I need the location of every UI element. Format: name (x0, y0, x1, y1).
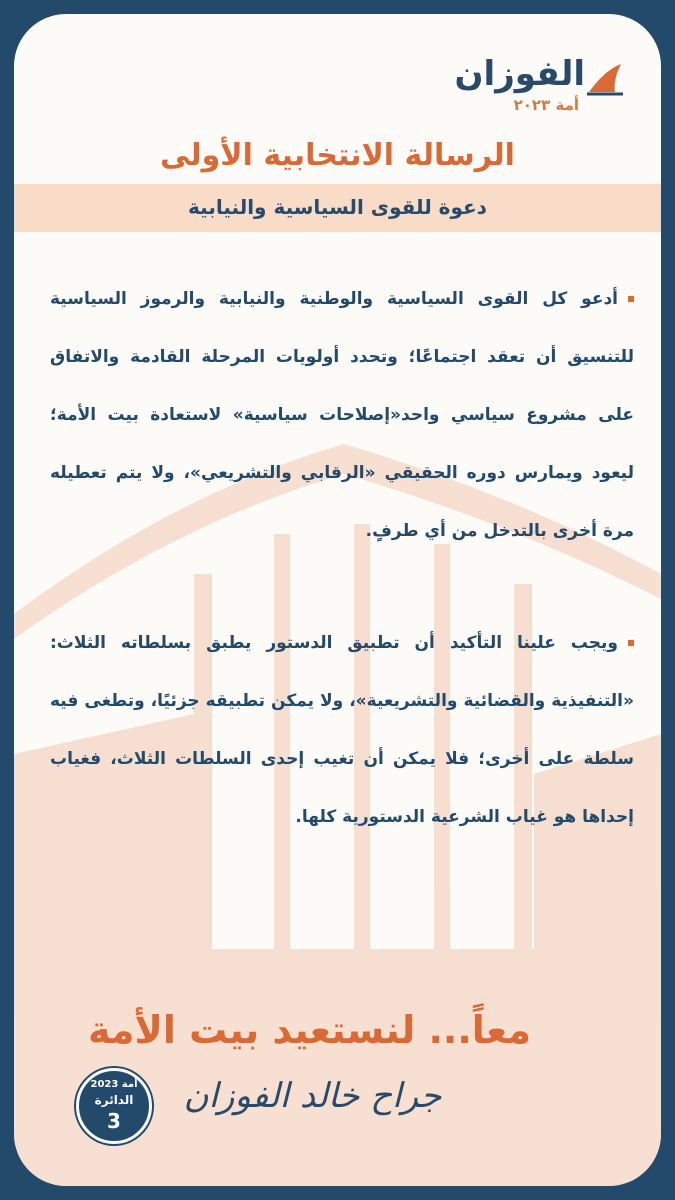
logo-wordmark: الفوزان (454, 54, 585, 94)
flyer-card (14, 14, 661, 1186)
paragraph-text: أدعو كل القوى السياسية والوطنية والنيابية والرموز السياسية للتنسيق أن تعقد اجتماعًا؛ وتحدد أولويات المرحلة القادمة والاتفاق على مشروع سياسي واحد«إصلاحات سياسية» لاستعادة بيت الأمة؛ ليعود ويمارس دوره الحقيقي «الرقابي والتشريعي»، ولا يتم تعطيله مرة أخرى بالتدخل من أي طرفٍ. (50, 289, 634, 541)
badge-year: أمة 2023 (90, 1079, 138, 1090)
campaign-slogan: معاً... لنستعيد بيت الأمة (87, 1008, 531, 1052)
sail-logo-icon (585, 58, 625, 98)
district-badge (76, 1068, 152, 1144)
bullet-square-icon (628, 640, 634, 646)
logo-tagline: أمة ٢٠٢٣ (513, 96, 579, 114)
badge-number: 3 (107, 1109, 121, 1133)
badge-label: الدائرة (94, 1093, 134, 1107)
page-title: الرسالة الانتخابية الأولى (160, 138, 515, 173)
paragraph-text: ويجب علينا التأكيد أن تطبيق الدستور يطبق بسلطاته الثلاث: «التنفيذية والقضائية والتشريعية»، ولا يمكن تطبيقه جزئيًا، وتطغى فيه سلطة على أخرى؛ فلا يمكن أن تغيب إحدى السلطات الثلاث، فغياب إحداها هو غياب الشرعية الدستورية كلها. (50, 633, 634, 827)
candidate-signature: جراح خالد الفوزان (183, 1076, 442, 1116)
brand-logo (454, 46, 625, 126)
bullet-square-icon (628, 296, 634, 302)
paragraph-first (50, 270, 634, 560)
paragraph-second (50, 614, 634, 846)
page-subtitle: دعوة للقوى السياسية والنيابية (188, 195, 487, 219)
